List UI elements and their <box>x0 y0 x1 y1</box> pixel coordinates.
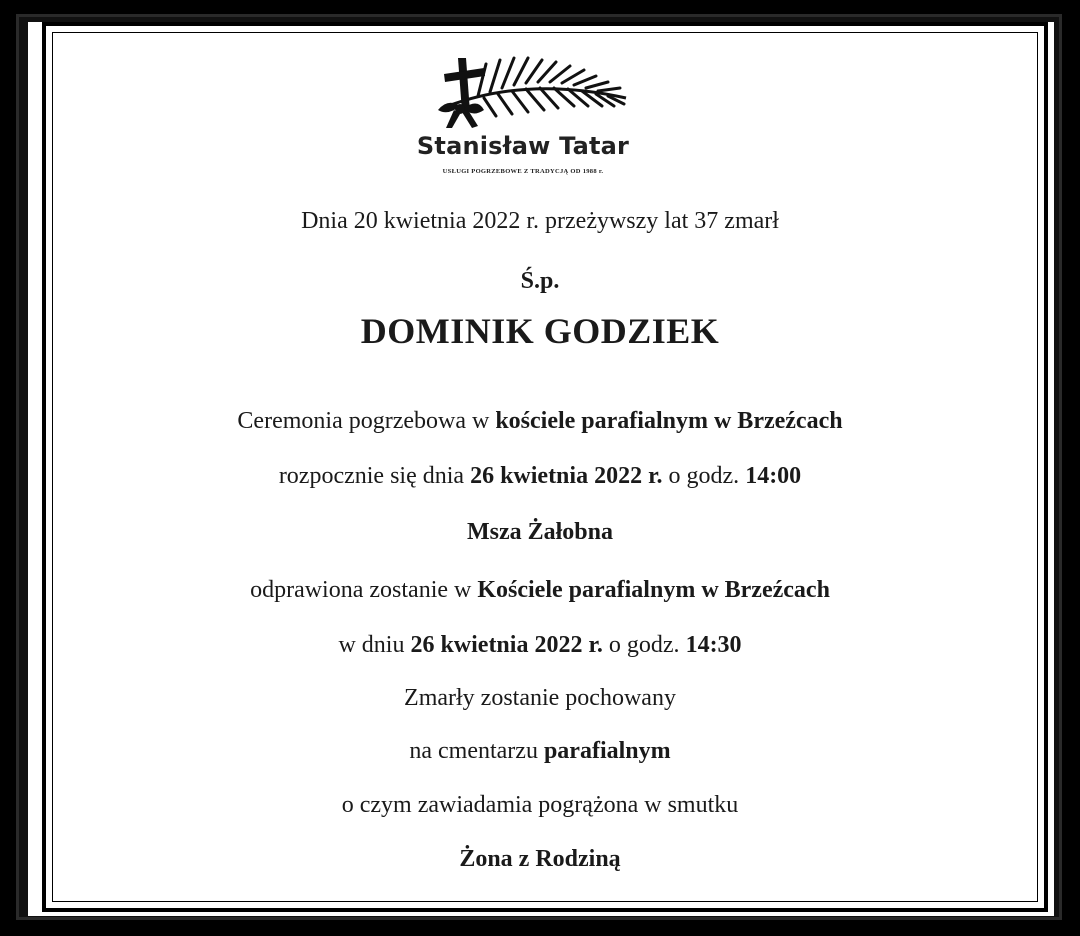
burial-line-1: Zmarły zostanie pochowany <box>404 685 676 711</box>
mass-time-text1: w dniu <box>338 632 411 658</box>
ceremony-time-line <box>0 463 1080 490</box>
mass-time-text2: o godz. <box>602 632 686 658</box>
intro-line: Dnia 20 kwietnia 2022 r. przeżywszy lat 37 zmarł <box>301 208 779 234</box>
mass-place-text: odprawiona zostanie w <box>250 577 478 603</box>
ceremony-time-text2: o godz. <box>662 463 746 489</box>
ceremony-time-text1: rozpocznie się dnia <box>278 463 471 489</box>
burial-text: na cmentarzu <box>409 738 544 764</box>
ceremony-text: Ceremonia pogrzebowa w <box>237 408 496 434</box>
funeral-home-tagline: USŁUGI POGRZEBOWE Z TRADYCJĄ OD 1988 r. <box>442 168 604 175</box>
mass-place-line <box>0 577 1080 604</box>
burial-place: parafialnym <box>543 738 671 764</box>
mass-time-line <box>0 632 1080 659</box>
ceremony-place: kościele parafialnym w Brzeźcach <box>495 408 843 434</box>
cross-and-palm-icon <box>408 36 638 136</box>
mass-title: Msza Żałobna <box>466 519 613 545</box>
closing-line: o czym zawiadamia pogrążona w smutku <box>341 792 739 818</box>
mass-place: Kościele parafialnym w Brzeźcach <box>477 577 830 603</box>
mass-date: 26 kwietnia 2022 r. <box>410 632 603 658</box>
ceremony-date: 26 kwietnia 2022 r. <box>470 463 663 489</box>
burial-line-2 <box>0 738 1080 765</box>
mass-time: 14:30 <box>685 632 742 658</box>
honorific: Ś.p. <box>520 268 560 294</box>
deceased-name: DOMINIK GODZIEK <box>360 311 720 351</box>
funeral-home-name: Stanisław Tatar <box>416 132 630 160</box>
ceremony-line <box>0 408 1080 435</box>
funeral-home-logo <box>408 36 638 176</box>
signature: Żona z Rodziną <box>459 846 621 872</box>
ceremony-time: 14:00 <box>745 463 802 489</box>
